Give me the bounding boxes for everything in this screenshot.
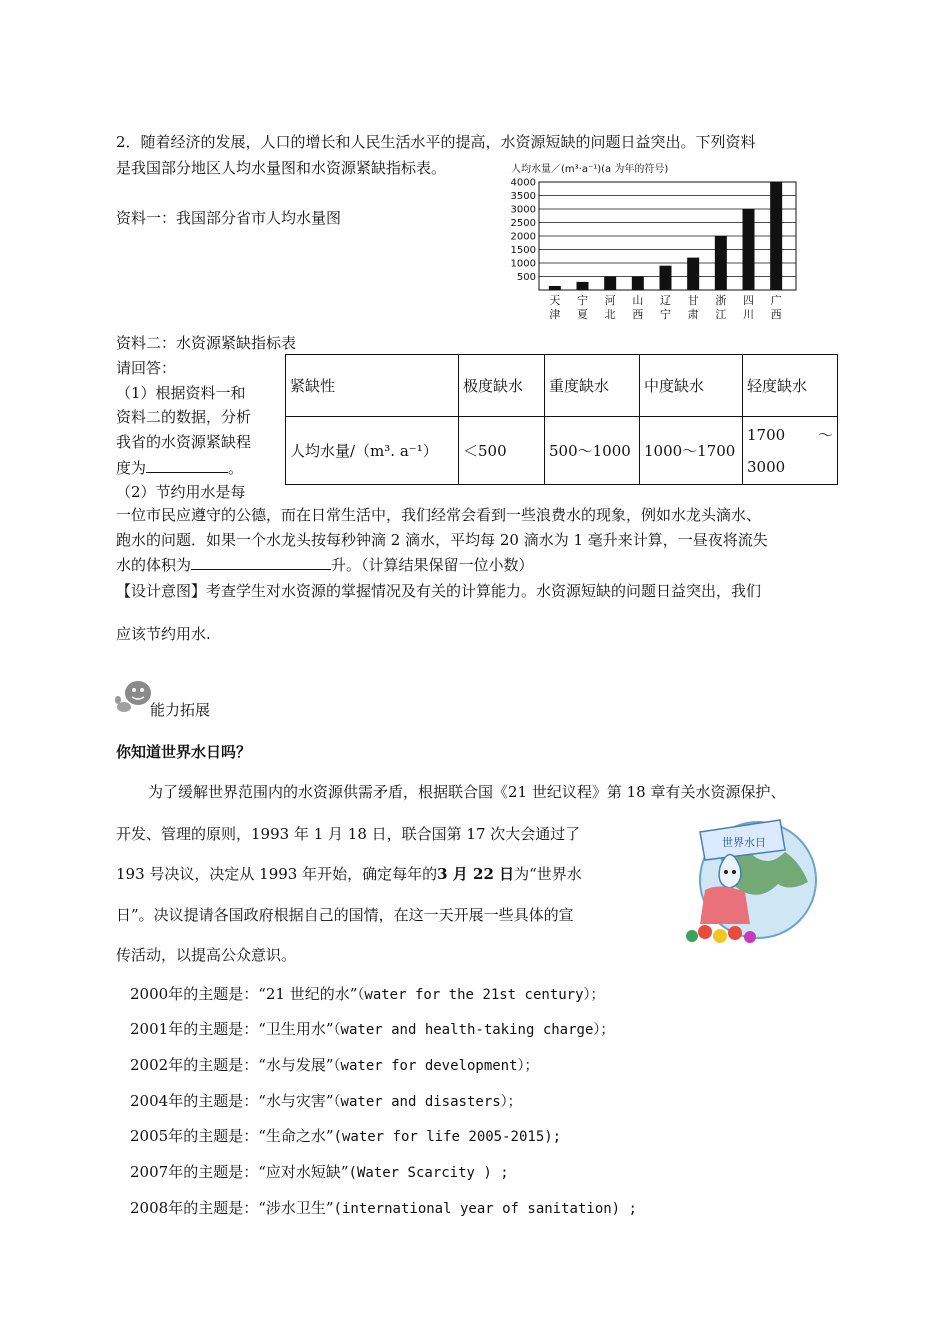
para-line-5: 传活动，以提高公众意识。 xyxy=(116,946,297,964)
sub1-line-a: （1）根据资料一和 xyxy=(116,384,246,402)
sub2-line-c: 跑水的问题．如果一个水龙头按每秒钟滴 2 滴水，平均每 20 滴水为 1 毫升来计算，一昼夜将流失 xyxy=(116,531,768,549)
theme-english: (water for life 2005-2015); xyxy=(333,1129,562,1145)
theme-english: （water for the 21st century）； xyxy=(357,987,605,1003)
chart-x-tick-label: 辽 xyxy=(660,294,671,307)
para-line-1: 为了缓解世界范围内的水资源供需矛盾，根据联合国《21 世纪议程》第 18 章有关水资源保护、 xyxy=(148,783,786,801)
chart-bar xyxy=(632,277,644,291)
chart-x-tick-label: 宁 xyxy=(660,308,671,321)
chart-bar xyxy=(687,258,699,290)
theme-year: 2005 xyxy=(130,1127,169,1145)
sub1-line-c: 我省的水资源紧缺程 xyxy=(116,433,252,451)
section-heading: 能力拓展 xyxy=(150,701,211,719)
chart-bar xyxy=(604,277,616,291)
chart-y-tick-label: 500 xyxy=(516,272,536,283)
chart-x-tick-label: 西 xyxy=(632,308,644,321)
theme-title: 年的主题是：“涉水卫生” xyxy=(168,1199,334,1217)
theme-english: （water and health-taking charge）； xyxy=(333,1022,615,1038)
chart-x-tick-label: 河 xyxy=(604,294,616,307)
answer-blank-1[interactable] xyxy=(146,456,228,473)
ask-label: 请回答： xyxy=(116,359,177,377)
chart-x-tick-label: 津 xyxy=(549,308,561,321)
table-cell: 1700 ～ 3000 xyxy=(743,417,838,485)
chart-bar xyxy=(577,282,589,290)
chart-y-tick-label: 3000 xyxy=(510,204,536,216)
chart-bar xyxy=(660,266,672,290)
theme-year: 2001 xyxy=(130,1020,169,1038)
theme-title: 年的主题是：“21 世纪的水” xyxy=(168,985,358,1003)
chart-y-tick-label: 4000 xyxy=(510,177,536,189)
chart-y-tick-label: 1500 xyxy=(510,245,536,256)
answer-blank-2[interactable] xyxy=(191,553,331,570)
chart-x-tick-label: 四 xyxy=(743,294,754,307)
chart-x-tick-label: 川 xyxy=(743,308,754,321)
chart-bar xyxy=(743,209,755,290)
water-per-capita-chart xyxy=(505,160,805,330)
theme-english: （water and disasters）； xyxy=(333,1094,522,1110)
theme-item xyxy=(130,983,605,1004)
table-header: 中度缺水 xyxy=(640,355,743,417)
table-header: 重度缺水 xyxy=(545,355,640,417)
chart-x-tick-label: 夏 xyxy=(577,308,588,321)
chart-x-tick-label: 西 xyxy=(770,308,782,321)
theme-english: (international year of sanitation) ; xyxy=(333,1201,637,1217)
theme-english: (Water Scarcity ) ; xyxy=(348,1165,509,1181)
chart-x-tick-label: 江 xyxy=(715,308,727,321)
chart-x-tick-label: 宁 xyxy=(577,294,588,307)
chart-y-tick-label: 2000 xyxy=(510,231,536,243)
world-water-day-illustration xyxy=(660,812,832,952)
chart-bar xyxy=(770,182,782,290)
sub2-line-b: 一位市民应遵守的公德，而在日常生活中，我们经常会看到一些浪费水的现象，例如水龙头滴水、 xyxy=(116,506,762,524)
theme-item xyxy=(130,1125,561,1146)
para-line-2: 开发、管理的原则，1993 年 1 月 18 日，联合国第 17 次大会通过了 xyxy=(116,825,581,843)
design-intent-a: 【设计意图】考查学生对水资源的掌握情况及有关的计算能力。水资源短缺的问题日益突出，我们 xyxy=(116,582,762,600)
theme-title: 年的主题是：“水与灾害” xyxy=(168,1092,334,1110)
theme-year: 2007 xyxy=(130,1163,169,1181)
illustration-banner-text: 世界水日 xyxy=(722,836,766,849)
chart-x-tick-label: 广 xyxy=(770,294,782,307)
sub2-line-d: 水的体积为 升。（计算结果保留一位小数） xyxy=(116,553,534,576)
chart-title: 人均水量／(m³·a⁻¹)(a 为年的符号) xyxy=(511,164,669,175)
theme-item xyxy=(130,1090,522,1111)
chart-y-tick-label: 2500 xyxy=(510,218,536,229)
thinking-face-icon xyxy=(114,678,154,716)
sub2-line-a: （2）节约用水是每 xyxy=(116,483,246,501)
chart-bar xyxy=(715,236,727,290)
table-header: 紧缺性 xyxy=(286,355,459,417)
chart-x-tick-label: 北 xyxy=(604,308,616,321)
chart-x-tick-label: 浙 xyxy=(715,294,727,307)
chart-x-tick-label: 甘 xyxy=(687,294,699,307)
theme-title: 年的主题是：“水与发展” xyxy=(168,1056,334,1074)
design-intent-b: 应该节约用水. xyxy=(116,625,211,643)
table-cell: 1000～1700 xyxy=(640,417,743,485)
q2-line-2: 是我国部分地区人均水量图和水资源紧缺指标表。 xyxy=(116,159,447,177)
chart-y-tick-label: 1000 xyxy=(510,258,536,270)
table-header: 极度缺水 xyxy=(459,355,545,417)
material-2-label: 资料二：水资源紧缺指标表 xyxy=(116,334,297,352)
table-row-label: 人均水量/（m³. a⁻¹） xyxy=(286,417,459,485)
water-shortage-table xyxy=(285,354,838,485)
theme-year: 2000 xyxy=(130,985,169,1003)
theme-item xyxy=(130,1054,539,1075)
chart-x-tick-label: 天 xyxy=(549,294,561,307)
chart-x-tick-label: 山 xyxy=(632,294,644,307)
material-1-label: 资料一：我国部分省市人均水量图 xyxy=(116,209,342,227)
table-header: 轻度缺水 xyxy=(743,355,838,417)
section-question: 你知道世界水日吗？ xyxy=(116,743,252,761)
theme-title: 年的主题是：“生命之水” xyxy=(168,1127,334,1145)
table-cell: ＜500 xyxy=(459,417,545,485)
para-line-3: 193 号决议，决定从 1993 年开始，确定每年的3 月 22 日为“世界水 xyxy=(116,865,582,883)
table-cell: 500～1000 xyxy=(545,417,640,485)
theme-year: 2002 xyxy=(130,1056,169,1074)
chart-y-tick-label: 3500 xyxy=(510,191,536,202)
theme-year: 2008 xyxy=(130,1199,169,1217)
sub1-line-d: 度为 。 xyxy=(116,456,243,479)
theme-english: （water for development）； xyxy=(333,1058,539,1074)
sub1-line-b: 资料二的数据，分析 xyxy=(116,408,252,426)
theme-year: 2004 xyxy=(130,1092,169,1110)
para-line-4: 日”。决议提请各国政府根据自己的国情，在这一天开展一些具体的宣 xyxy=(116,906,574,924)
chart-bar xyxy=(549,286,561,290)
theme-title: 年的主题是：“卫生用水” xyxy=(168,1020,334,1038)
theme-item xyxy=(130,1161,509,1182)
theme-item xyxy=(130,1018,614,1039)
theme-title: 年的主题是：“应对水短缺” xyxy=(168,1163,349,1181)
theme-item xyxy=(130,1197,637,1218)
chart-x-tick-label: 肃 xyxy=(687,308,699,321)
q2-line-1: 2．随着经济的发展，人口的增长和人民生活水平的提高，水资源短缺的问题日益突出。下列资料 xyxy=(116,133,756,151)
